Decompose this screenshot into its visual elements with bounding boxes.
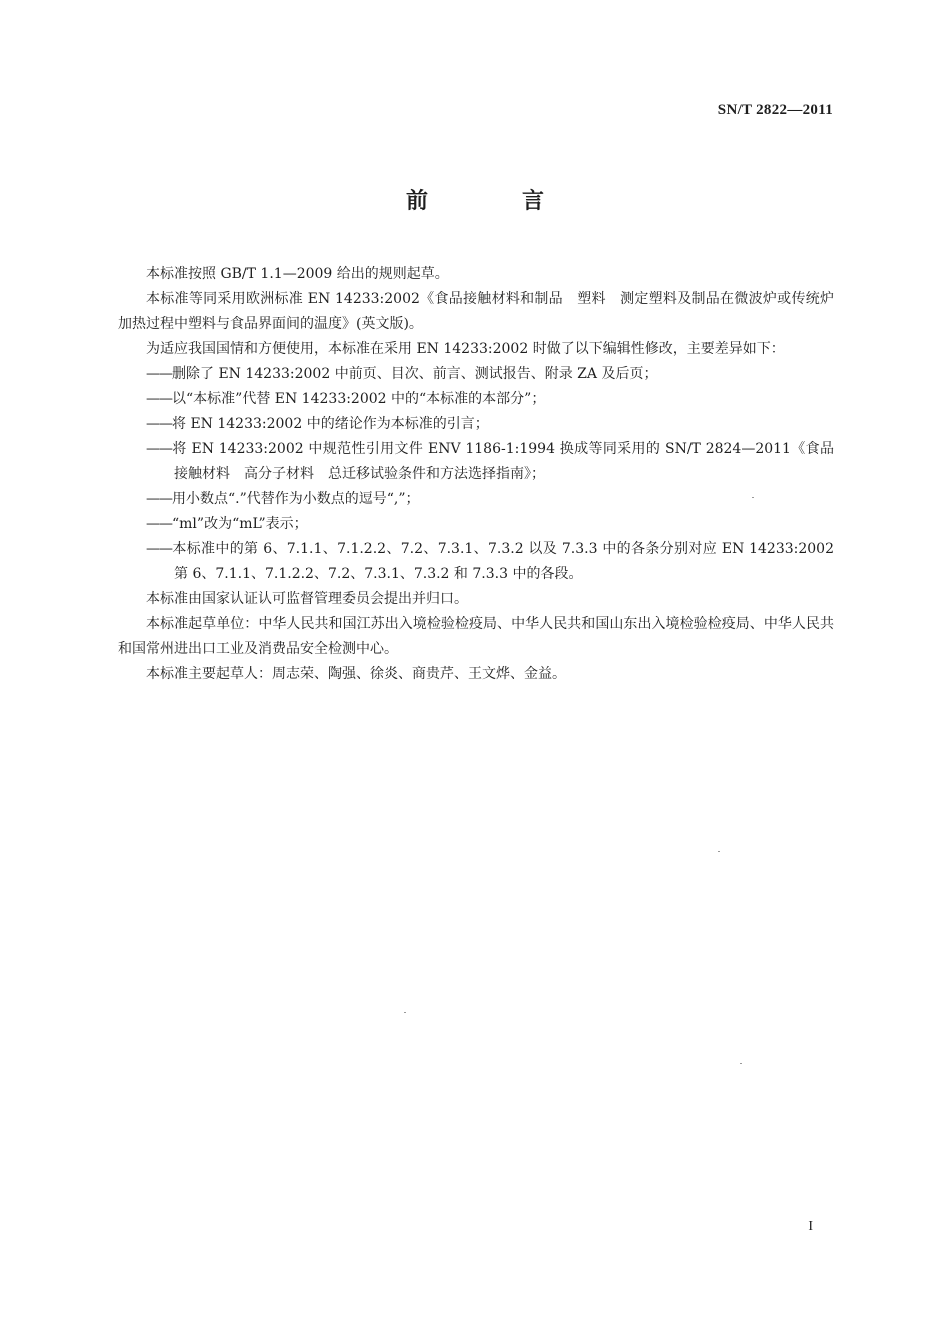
standard-code: SN/T 2822—2011 xyxy=(717,102,833,118)
difference-text: 以“本标准”代替 EN 14233:2002 中的“本标准的本部分”； xyxy=(172,391,546,407)
dash-mark: —— xyxy=(146,441,172,457)
difference-text: “ml”改为“mL”表示； xyxy=(172,516,308,532)
dash-mark: —— xyxy=(146,416,172,432)
dash-mark: —— xyxy=(146,391,172,407)
dash-mark: —— xyxy=(146,541,172,557)
difference-item xyxy=(118,537,834,587)
dash-mark: —— xyxy=(146,366,172,382)
difference-text: 用小数点“.”代替作为小数点的逗号“,”； xyxy=(172,491,420,507)
foreword-body xyxy=(118,262,834,687)
scan-speck xyxy=(718,851,720,852)
scan-speck xyxy=(404,1012,406,1013)
difference-item xyxy=(118,412,834,437)
dash-mark: —— xyxy=(146,516,172,532)
adoption-paragraph: 本标准等同采用欧洲标准 EN 14233:2002《食品接触材料和制品 塑料 测定塑料及制品在微波炉或传统炉加热过程中塑料与食品界面间的温度》(英文版)。 xyxy=(118,291,834,332)
difference-item xyxy=(118,512,834,537)
difference-text: 将 EN 14233:2002 中规范性引用文件 ENV 1186-1:1994 换成等同采用的 SN/T 2824—2011《食品接触材料 高分子材料 总迁移试验条件和方法选择指南》； xyxy=(172,441,834,482)
modifications-intro-paragraph: 为适应我国国情和方便使用，本标准在采用 EN 14233:2002 时做了以下编辑性修改，主要差异如下： xyxy=(146,341,785,357)
difference-item xyxy=(118,387,834,412)
difference-text: 将 EN 14233:2002 中的绪论作为本标准的引言； xyxy=(172,416,489,432)
dash-mark: —— xyxy=(146,491,172,507)
scan-speck xyxy=(740,1063,742,1064)
difference-text: 本标准中的第 6、7.1.1、7.1.2.2、7.2、7.3.1、7.3.2 以及 7.3.3 中的各条分别对应 EN 14233:2002 第 6、7.1.1、7.1.2.2、7.2、7.3.1、7.3.2 和 7.3.3 中的各段。 xyxy=(172,541,834,582)
scan-speck xyxy=(752,497,754,498)
difference-item xyxy=(118,362,834,387)
difference-item xyxy=(118,487,834,512)
difference-item xyxy=(118,437,834,487)
drafters-paragraph: 本标准主要起草人：周志荣、陶强、徐炎、商贵芹、王文烨、金益。 xyxy=(146,666,566,682)
drafting-units-paragraph: 本标准起草单位：中华人民共和国江苏出入境检验检疫局、中华人民共和国山东出入境检验检疫局、中华人民共和国常州进出口工业及消费品安全检测中心。 xyxy=(118,616,834,657)
page-title: 前 言 xyxy=(405,188,580,214)
difference-text: 删除了 EN 14233:2002 中前页、目次、前言、测试报告、附录 ZA 及后页； xyxy=(172,366,658,382)
drafting-rule-paragraph: 本标准按照 GB/T 1.1—2009 给出的规则起草。 xyxy=(146,266,449,282)
proposer-paragraph: 本标准由国家认证认可监督管理委员会提出并归口。 xyxy=(146,591,468,607)
page-number: I xyxy=(808,1219,813,1234)
